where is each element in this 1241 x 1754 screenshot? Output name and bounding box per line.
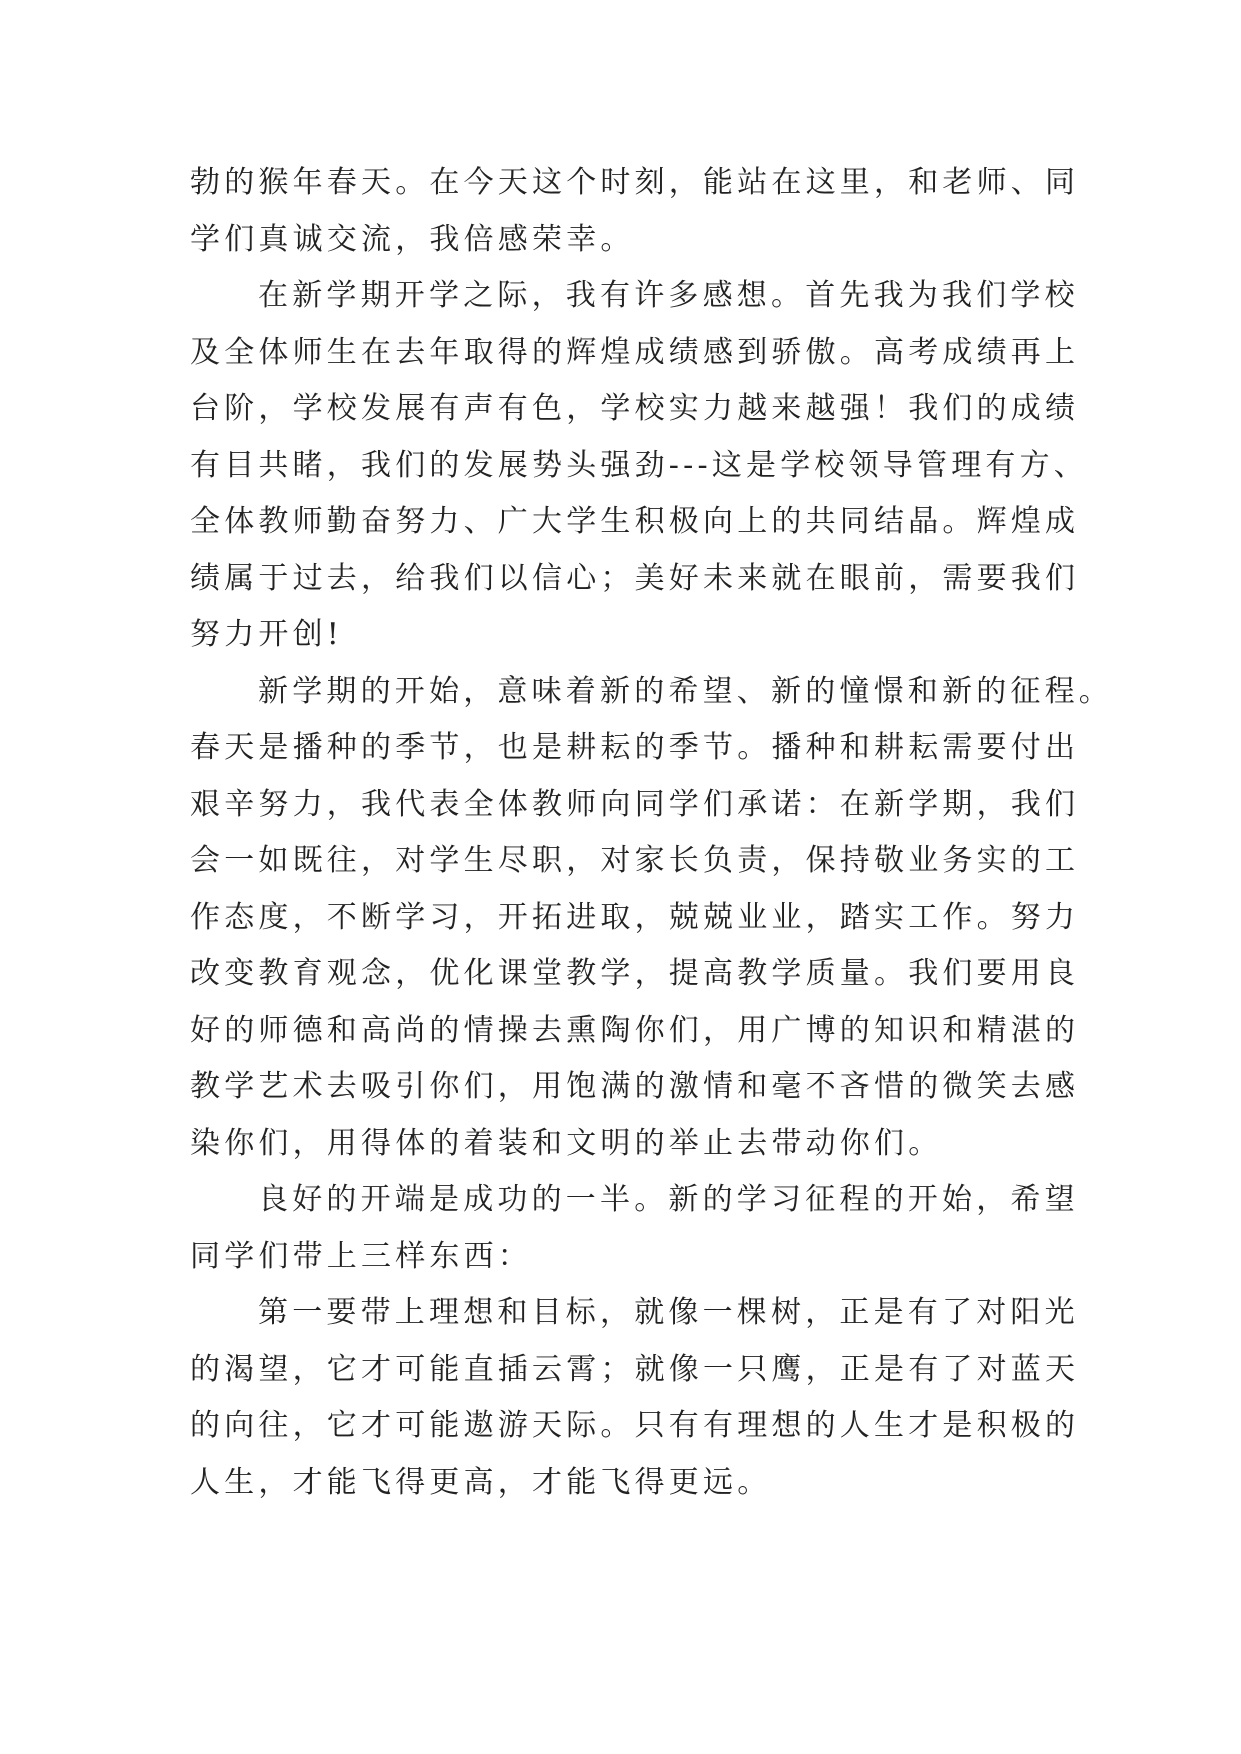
text-line: 同学们带上三样东西： [190,1238,532,1274]
text-line: 努力开创! [190,617,344,652]
text-line: 全体教师勤奋努力、广大学生积极向上的共同结晶。辉煌成 [190,504,1080,539]
text-line: 会一如既往，对学生尽职，对家长负责，保持敬业务实的工 [190,843,1080,878]
text-line: 春天是播种的季节，也是耕耘的季节。播种和耕耘需要付出 [190,730,1080,765]
text-line: 在新学期开学之际，我有许多感想。首先我为我们学校 [258,278,1079,313]
text-line: 艰辛努力，我代表全体教师向同学们承诺：在新学期，我们 [190,786,1080,822]
text-line: 及全体师生在去年取得的辉煌成绩感到骄傲。高考成绩再上 [190,334,1080,370]
text-line: 有目共睹，我们的发展势头强劲---这是学校领导管理有方、 [190,447,1089,483]
text-line: 新学期的开始，意味着新的希望、新的憧憬和新的征程。 [258,673,1113,709]
text-line: 学们真诚交流，我倍感荣幸。 [190,221,635,257]
text-line: 人生，才能飞得更高，才能飞得更远。 [190,1464,772,1500]
text-line: 台阶，学校发展有声有色，学校实力越来越强！我们的成绩 [190,391,1080,426]
text-line: 第一要带上理想和目标，就像一棵树，正是有了对阳光 [258,1295,1079,1330]
text-line: 改变教育观念，优化课堂教学，提高教学质量。我们要用良 [190,956,1080,991]
text-line: 好的师德和高尚的情操去熏陶你们，用广博的知识和精湛的 [190,1012,1080,1048]
text-line: 的向往，它才可能遨游天际。只有有理想的人生才是积极的 [190,1408,1080,1443]
paragraph-4 [190,1172,1079,1285]
paragraph-1 [190,155,1080,268]
document-body [190,155,1113,1511]
paragraph-3 [190,664,1113,1173]
text-line: 良好的开端是成功的一半。新的学习征程的开始，希望 [258,1182,1079,1217]
text-line: 的渴望，它才可能直插云霄；就像一只鹰，正是有了对蓝天 [190,1351,1080,1387]
text-line: 勃的猴年春天。在今天这个时刻，能站在这里，和老师、同 [190,165,1080,200]
text-line: 教学艺术去吸引你们，用饱满的激情和毫不吝惜的微笑去感 [190,1069,1080,1104]
paragraph-5 [190,1285,1080,1511]
text-line: 染你们，用得体的着装和文明的举止去带动你们。 [190,1125,943,1161]
text-line: 绩属于过去，给我们以信心；美好未来就在眼前，需要我们 [190,560,1080,596]
paragraph-2 [190,268,1089,664]
text-line: 作态度，不断学习，开拓进取，兢兢业业，踏实工作。努力 [190,899,1080,935]
